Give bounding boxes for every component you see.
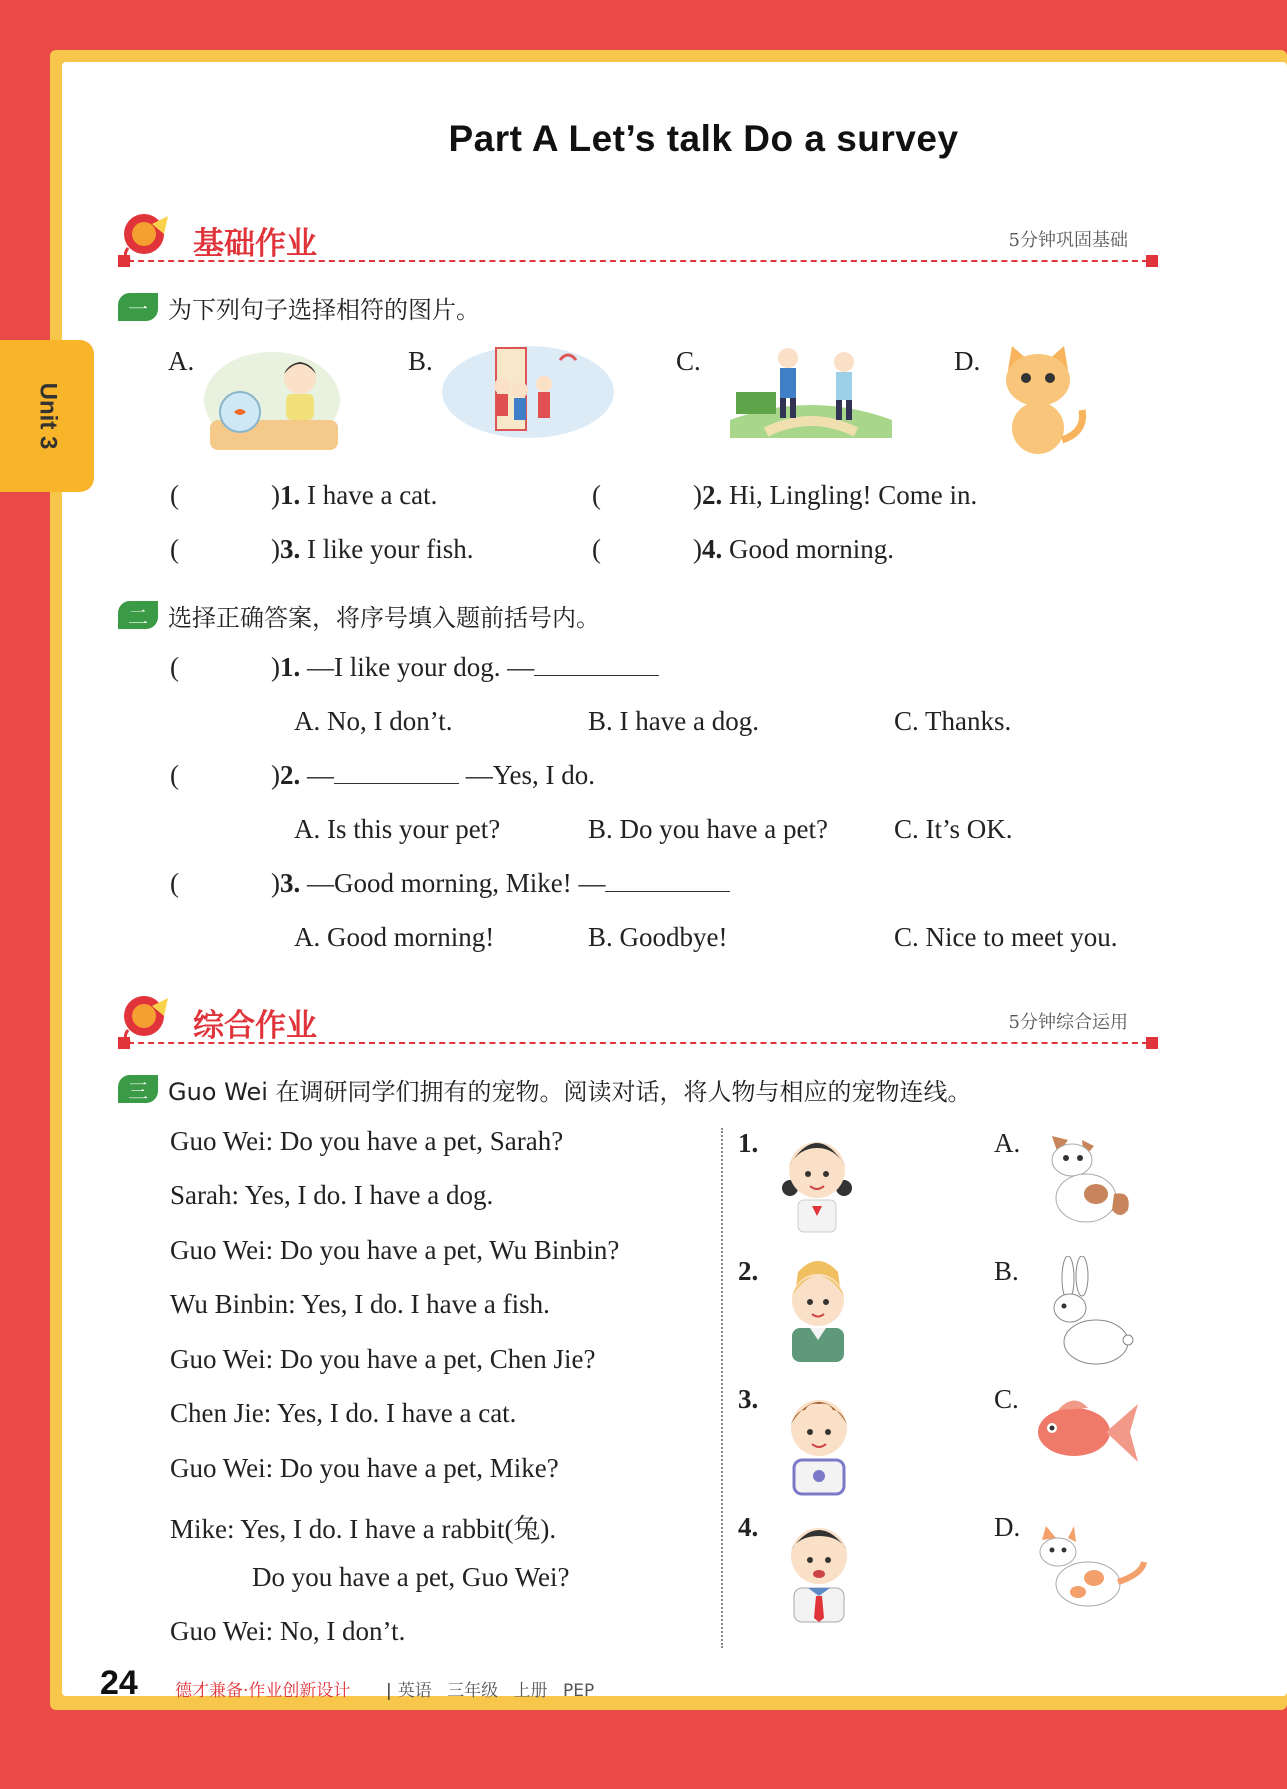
item-number: 2. (280, 760, 301, 790)
question-number-badge: 一 (118, 293, 158, 321)
item-text: I like your fish. (300, 534, 474, 564)
question-instruction: Guo Wei 在调研同学们拥有的宠物。阅读对话，将人物与相应的宠物连线。 (168, 1077, 972, 1106)
dialogue-line: Guo Wei: Do you have a pet, Sarah? (170, 1126, 564, 1156)
unit-tab (0, 340, 94, 492)
pet-letter: B. (994, 1256, 1019, 1286)
question-instruction: 为下列句子选择相符的图片。 (168, 295, 480, 324)
question-instruction: 选择正确答案，将序号填入题前括号内。 (168, 603, 600, 632)
answer-paren-open: ( (592, 480, 601, 510)
divider-end-right (1146, 1037, 1158, 1049)
option-letter-a: A. (168, 346, 195, 376)
option-letter-c: C. (676, 346, 701, 376)
picture-goldfish[interactable] (1028, 1390, 1140, 1472)
answer-paren-close: ) (271, 480, 280, 510)
dialogue-line: Wu Binbin: Yes, I do. I have a fish. (170, 1289, 550, 1319)
q2-item-3 (170, 868, 730, 899)
q1-item-4 (592, 534, 894, 565)
answer-paren-open: ( (592, 534, 601, 564)
item-number: 1. (280, 652, 301, 682)
picture-children-at-door (440, 340, 615, 440)
footer-edition: PEP (562, 1681, 595, 1701)
q2-item-2 (170, 760, 595, 791)
answer-paren-close: ) (693, 534, 702, 564)
section-name: 综合作业 (193, 1008, 317, 1044)
picture-two-boys-greeting (726, 340, 896, 440)
pet-letter: C. (994, 1384, 1019, 1414)
picture-girl-with-pigtails[interactable] (776, 1126, 858, 1234)
question-number-badge: 二 (118, 601, 158, 629)
item-stem: —Good morning, Mike! — (300, 868, 606, 898)
dialogue-line: Guo Wei: No, I don’t. (170, 1616, 406, 1646)
q1-item-2 (592, 480, 977, 511)
picture-boy-with-fishbowl (200, 340, 340, 452)
q2-item-1-option-a: A. No, I don’t. (294, 706, 453, 736)
picture-cat (990, 340, 1090, 458)
person-number: 3. (738, 1384, 759, 1414)
footer-subject: 英语 (397, 1681, 432, 1701)
picture-blonde-girl[interactable] (776, 1252, 860, 1364)
dialogue-line: Mike: Yes, I do. I have a rabbit(兔). (170, 1514, 557, 1544)
section-name: 基础作业 (193, 226, 317, 262)
picture-boy-with-tie[interactable] (778, 1512, 860, 1624)
section-hint: 5分钟巩固基础 (1008, 230, 1128, 251)
picture-brown-haired-boy[interactable] (778, 1384, 860, 1496)
page-number: 24 (100, 1664, 138, 1702)
item-number: 1. (280, 480, 301, 510)
pet-letter: A. (994, 1128, 1021, 1158)
answer-paren-open: ( (170, 534, 179, 564)
item-number: 3. (280, 534, 301, 564)
q1-item-1 (170, 480, 437, 511)
option-letter-b: B. (408, 346, 433, 376)
unit-tab-label: Unit 3 (33, 382, 61, 450)
answer-paren-open: ( (170, 480, 179, 510)
item-number: 4. (702, 534, 723, 564)
section-divider (118, 1042, 1158, 1044)
picture-cat-sitting[interactable] (1028, 1526, 1148, 1618)
answer-blank[interactable] (534, 654, 659, 676)
answer-blank[interactable] (334, 762, 459, 784)
question-2-heading (118, 598, 600, 632)
q2-item-3-option-a: A. Good morning! (294, 922, 495, 952)
person-number: 4. (738, 1512, 759, 1542)
q2-item-1-option-b: B. I have a dog. (588, 706, 759, 736)
question-1-heading (118, 290, 480, 324)
footer-grade: 三年级 (447, 1681, 499, 1701)
answer-paren-open: ( (170, 652, 179, 682)
column-divider (721, 1128, 723, 1648)
page-title: Part A Let’s talk Do a survey (448, 118, 959, 159)
person-number: 1. (738, 1128, 759, 1158)
item-stem: —I like your dog. — (300, 652, 535, 682)
item-number: 2. (702, 480, 723, 510)
question-3-heading (118, 1072, 972, 1106)
q2-item-2-option-b: B. Do you have a pet? (588, 814, 828, 844)
answer-blank[interactable] (605, 870, 730, 892)
option-letter-d: D. (954, 346, 981, 376)
footer-separator: | (386, 1681, 392, 1701)
dialogue-line: Sarah: Yes, I do. I have a dog. (170, 1180, 494, 1210)
q2-item-3-option-c: C. Nice to meet you. (894, 922, 1118, 952)
pet-letter: D. (994, 1512, 1021, 1542)
answer-paren-close: ) (271, 760, 280, 790)
answer-paren-close: ) (271, 868, 280, 898)
question-number-badge: 三 (118, 1075, 158, 1103)
divider-end-left (118, 255, 130, 267)
footer-brand: 德才兼备·作业创新设计 (175, 1681, 351, 1701)
dialogue-line: Guo Wei: Do you have a pet, Wu Binbin? (170, 1235, 620, 1265)
q2-item-2-option-a: A. Is this your pet? (294, 814, 501, 844)
q2-item-3-option-b: B. Goodbye! (588, 922, 728, 952)
answer-paren-open: ( (170, 760, 179, 790)
section-header-comprehensive (118, 990, 1158, 1050)
divider-end-left (118, 1037, 130, 1049)
item-text: Hi, Lingling! Come in. (722, 480, 978, 510)
q1-item-3 (170, 534, 473, 565)
footer-term: 上册 (513, 1681, 548, 1701)
dialogue-line: Do you have a pet, Guo Wei? (252, 1562, 570, 1592)
item-number: 3. (280, 868, 301, 898)
item-text: Good morning. (722, 534, 894, 564)
divider-end-right (1146, 255, 1158, 267)
answer-paren-close: ) (693, 480, 702, 510)
answer-paren-close: ) (271, 652, 280, 682)
dialogue-line: Guo Wei: Do you have a pet, Mike? (170, 1453, 559, 1483)
item-stem: — (300, 760, 334, 790)
q2-item-2-option-c: C. It’s OK. (894, 814, 1013, 844)
dialogue-line: Chen Jie: Yes, I do. I have a cat. (170, 1398, 517, 1428)
q2-item-1-option-c: C. Thanks. (894, 706, 1012, 736)
footer-book-info (380, 1676, 594, 1701)
person-number: 2. (738, 1256, 759, 1286)
picture-dog[interactable] (1024, 1128, 1134, 1232)
answer-paren-open: ( (170, 868, 179, 898)
section-divider (118, 260, 1158, 262)
section-header-basic (118, 208, 1158, 268)
dialogue-line: Guo Wei: Do you have a pet, Chen Jie? (170, 1344, 596, 1374)
picture-rabbit[interactable] (1024, 1256, 1134, 1370)
q2-item-1 (170, 652, 659, 683)
answer-paren-close: ) (271, 534, 280, 564)
item-text: I have a cat. (300, 480, 438, 510)
section-hint: 5分钟综合运用 (1008, 1012, 1128, 1033)
item-stem-end: —Yes, I do. (459, 760, 596, 790)
